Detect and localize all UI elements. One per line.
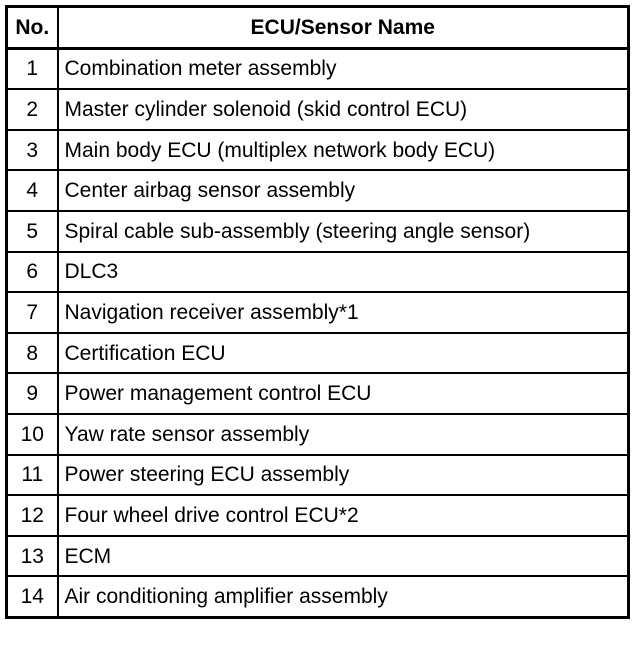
row-number: 4 (7, 170, 58, 211)
row-name: Center airbag sensor assembly (58, 170, 629, 211)
row-number: 14 (7, 576, 58, 617)
row-number: 5 (7, 211, 58, 252)
row-number: 8 (7, 333, 58, 374)
row-name: Certification ECU (58, 333, 629, 374)
row-name: Air conditioning amplifier assembly (58, 576, 629, 617)
row-name: Main body ECU (multiplex network body ECU) (58, 130, 629, 171)
table-row (7, 414, 629, 455)
row-name: Four wheel drive control ECU*2 (58, 495, 629, 536)
table-row (7, 252, 629, 293)
table-row (7, 455, 629, 496)
row-name: DLC3 (58, 252, 629, 293)
table-row (7, 333, 629, 374)
table-row (7, 48, 629, 89)
table-row (7, 170, 629, 211)
row-name: Yaw rate sensor assembly (58, 414, 629, 455)
row-number: 1 (7, 48, 58, 89)
row-number: 7 (7, 292, 58, 333)
row-name: Master cylinder solenoid (skid control ECU) (58, 89, 629, 130)
ecu-sensor-table (5, 5, 630, 619)
row-name: Combination meter assembly (58, 48, 629, 89)
row-number: 12 (7, 495, 58, 536)
row-name: Power steering ECU assembly (58, 455, 629, 496)
row-name: ECM (58, 536, 629, 577)
table-row (7, 495, 629, 536)
table-row (7, 536, 629, 577)
table-row (7, 373, 629, 414)
column-header-name: ECU/Sensor Name (58, 7, 629, 49)
row-number: 13 (7, 536, 58, 577)
row-name: Navigation receiver assembly*1 (58, 292, 629, 333)
table-header-row (7, 7, 629, 49)
row-number: 3 (7, 130, 58, 171)
table-body (7, 48, 629, 617)
row-number: 9 (7, 373, 58, 414)
row-number: 6 (7, 252, 58, 293)
table-row (7, 576, 629, 617)
row-number: 10 (7, 414, 58, 455)
table-row (7, 292, 629, 333)
row-name: Spiral cable sub-assembly (steering angle sensor) (58, 211, 629, 252)
column-header-no: No. (7, 7, 58, 49)
table-row (7, 130, 629, 171)
table-row (7, 89, 629, 130)
table-row (7, 211, 629, 252)
row-name: Power management control ECU (58, 373, 629, 414)
row-number: 11 (7, 455, 58, 496)
row-number: 2 (7, 89, 58, 130)
